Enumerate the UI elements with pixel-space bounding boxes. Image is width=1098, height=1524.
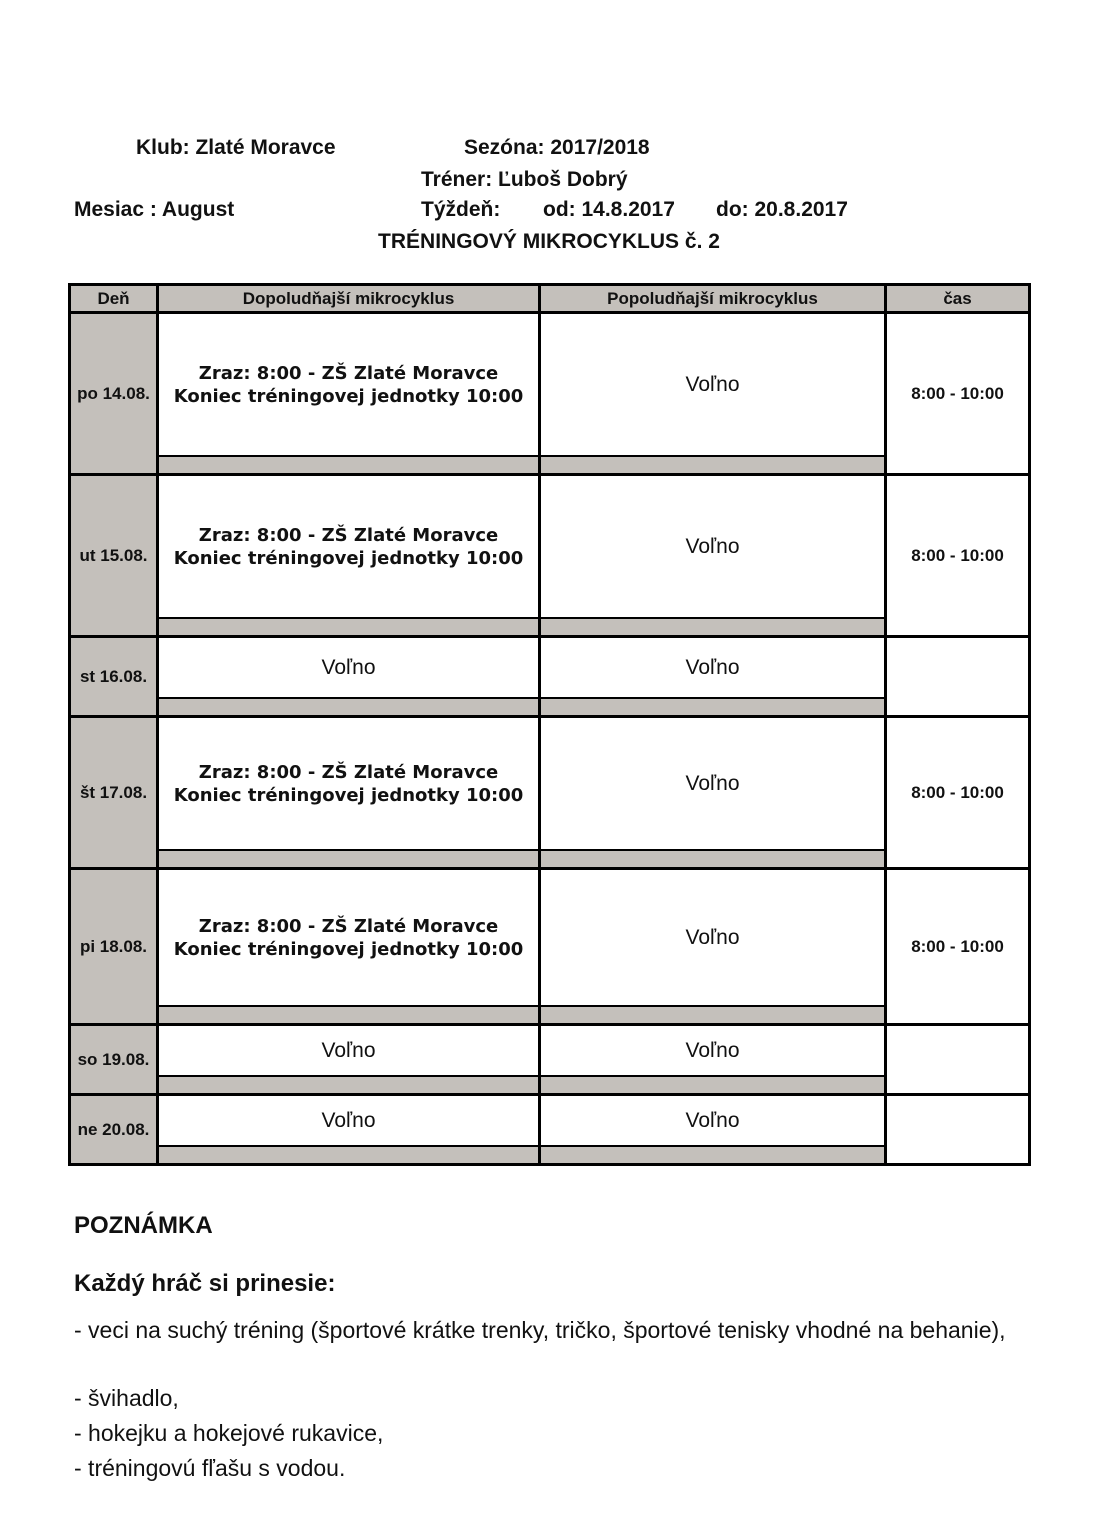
day-cell: so 19.08. <box>70 1025 158 1095</box>
morning-line-2: Koniec tréningovej jednotky 10:00 <box>173 938 524 960</box>
column-header-day: Deň <box>70 285 158 313</box>
day-cell: pi 18.08. <box>70 869 158 1025</box>
time-cell <box>886 637 1030 717</box>
note-item: - švihadlo, <box>74 1385 179 1411</box>
note-item: - tréningovú fľašu s vodou. <box>74 1455 346 1481</box>
cell-footer-strip <box>159 1005 538 1023</box>
table-row <box>70 1095 1030 1165</box>
afternoon-cell <box>540 717 886 869</box>
morning-cell <box>158 869 540 1025</box>
afternoon-text: Voľno <box>685 1038 740 1062</box>
morning-text: Voľno <box>321 1038 376 1062</box>
time-cell <box>886 1025 1030 1095</box>
morning-line-2: Koniec tréningovej jednotky 10:00 <box>173 547 524 569</box>
morning-cell <box>158 637 540 717</box>
day-cell: št 17.08. <box>70 717 158 869</box>
page-title: TRÉNINGOVÝ MIKROCYKLUS č. 2 <box>378 230 720 253</box>
time-cell: 8:00 - 10:00 <box>886 869 1030 1025</box>
note-item: - veci na suchý tréning (športové krátke trenky, tričko, športové tenisky vhodné na behanie), <box>74 1317 1006 1343</box>
column-header-time: čas <box>886 285 1030 313</box>
morning-cell <box>158 1095 540 1165</box>
table-row <box>70 869 1030 1025</box>
afternoon-cell <box>540 475 886 637</box>
week-to: do: 20.8.2017 <box>716 198 848 221</box>
table-header-row <box>70 285 1030 313</box>
table-row <box>70 717 1030 869</box>
morning-cell <box>158 475 540 637</box>
cell-footer-strip <box>159 849 538 867</box>
note-title: POZNÁMKA <box>74 1212 213 1239</box>
table-row <box>70 637 1030 717</box>
note-item: - hokejku a hokejové rukavice, <box>74 1420 384 1446</box>
cell-footer-strip <box>159 455 538 473</box>
cell-footer-strip <box>541 1005 884 1023</box>
afternoon-cell <box>540 1095 886 1165</box>
month-label: Mesiac : August <box>74 198 235 221</box>
coach-label: Tréner: Ľuboš Dobrý <box>421 168 628 191</box>
morning-cell <box>158 717 540 869</box>
cell-footer-strip <box>159 617 538 635</box>
morning-line-2: Koniec tréningovej jednotky 10:00 <box>173 385 524 407</box>
afternoon-cell <box>540 1025 886 1095</box>
table-row <box>70 313 1030 475</box>
morning-text: Voľno <box>321 1108 376 1132</box>
cell-footer-strip <box>541 1075 884 1093</box>
day-cell: st 16.08. <box>70 637 158 717</box>
morning-line-1: Zraz: 8:00 - ZŠ Zlaté Moravce <box>198 362 499 384</box>
afternoon-text: Voľno <box>685 372 740 396</box>
table-row <box>70 475 1030 637</box>
season-label: Sezóna: 2017/2018 <box>464 136 650 159</box>
cell-footer-strip <box>541 1145 884 1163</box>
table-row <box>70 1025 1030 1095</box>
cell-footer-strip <box>159 1145 538 1163</box>
afternoon-cell <box>540 313 886 475</box>
time-cell: 8:00 - 10:00 <box>886 313 1030 475</box>
afternoon-text: Voľno <box>685 925 740 949</box>
afternoon-text: Voľno <box>685 534 740 558</box>
cell-footer-strip <box>159 697 538 715</box>
morning-text: Voľno <box>321 655 376 679</box>
time-cell: 8:00 - 10:00 <box>886 475 1030 637</box>
morning-line-1: Zraz: 8:00 - ZŠ Zlaté Moravce <box>198 761 499 783</box>
morning-cell <box>158 313 540 475</box>
morning-line-2: Koniec tréningovej jednotky 10:00 <box>173 784 524 806</box>
time-cell: 8:00 - 10:00 <box>886 717 1030 869</box>
day-cell: ut 15.08. <box>70 475 158 637</box>
note-intro: Každý hráč si prinesie: <box>74 1270 336 1297</box>
schedule-table <box>68 283 1031 1166</box>
week-label: Týždeň: <box>421 198 501 221</box>
cell-footer-strip <box>541 849 884 867</box>
morning-line-1: Zraz: 8:00 - ZŠ Zlaté Moravce <box>198 524 499 546</box>
cell-footer-strip <box>159 1075 538 1093</box>
cell-footer-strip <box>541 455 884 473</box>
cell-footer-strip <box>541 617 884 635</box>
afternoon-text: Voľno <box>685 1108 740 1132</box>
afternoon-text: Voľno <box>685 655 740 679</box>
day-cell: ne 20.08. <box>70 1095 158 1165</box>
afternoon-cell <box>540 869 886 1025</box>
afternoon-cell <box>540 637 886 717</box>
day-cell: po 14.08. <box>70 313 158 475</box>
week-from: od: 14.8.2017 <box>543 198 675 221</box>
column-header-afternoon: Popoludňajší mikrocyklus <box>540 285 886 313</box>
club-label: Klub: Zlaté Moravce <box>136 136 336 159</box>
morning-line-1: Zraz: 8:00 - ZŠ Zlaté Moravce <box>198 915 499 937</box>
morning-cell <box>158 1025 540 1095</box>
time-cell <box>886 1095 1030 1165</box>
cell-footer-strip <box>541 697 884 715</box>
afternoon-text: Voľno <box>685 771 740 795</box>
column-header-morning: Dopoludňajší mikrocyklus <box>158 285 540 313</box>
